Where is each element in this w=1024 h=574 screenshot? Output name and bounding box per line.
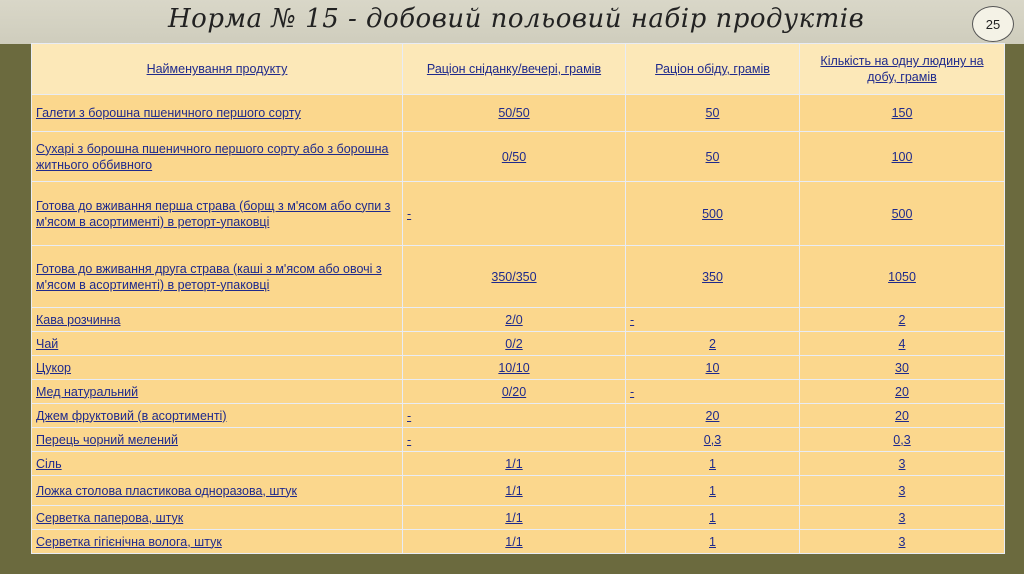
breakfast-value-cell[interactable]: -: [403, 182, 626, 246]
daily-total-cell[interactable]: 3: [800, 506, 1005, 530]
header-daily-total[interactable]: Кількість на одну людину на добу, грамів: [800, 44, 1005, 95]
lunch-value-cell[interactable]: 1: [626, 452, 800, 476]
table-row: [32, 332, 1005, 356]
product-name-cell[interactable]: Галети з борошна пшеничного першого сорту: [32, 95, 403, 132]
table-row: [32, 506, 1005, 530]
table-row: [32, 452, 1005, 476]
product-name-cell[interactable]: Сухарі з борошна пшеничного першого сорту або з борошна житнього оббивного: [32, 132, 403, 182]
table-row: [32, 95, 1005, 132]
product-name-cell[interactable]: Перець чорний мелений: [32, 428, 403, 452]
daily-total-cell[interactable]: 500: [800, 182, 1005, 246]
daily-total-cell[interactable]: 2: [800, 308, 1005, 332]
breakfast-value-cell[interactable]: -: [403, 428, 626, 452]
lunch-value-cell[interactable]: 1: [626, 506, 800, 530]
breakfast-value-cell[interactable]: 50/50: [403, 95, 626, 132]
daily-total-cell[interactable]: 3: [800, 476, 1005, 506]
title-bar: [0, 0, 1024, 44]
lunch-value-cell[interactable]: 500: [626, 182, 800, 246]
header-product-name[interactable]: Найменування продукту: [32, 44, 403, 95]
breakfast-value-cell[interactable]: 10/10: [403, 356, 626, 380]
lunch-value-cell[interactable]: 20: [626, 404, 800, 428]
breakfast-value-cell[interactable]: 1/1: [403, 452, 626, 476]
header-breakfast-ration[interactable]: Раціон сніданку/вечері, грамів: [403, 44, 626, 95]
breakfast-value-cell[interactable]: 350/350: [403, 246, 626, 308]
lunch-value-cell[interactable]: -: [626, 380, 800, 404]
table-body: [32, 95, 1005, 554]
lunch-value-cell[interactable]: 2: [626, 332, 800, 356]
table-row: [32, 428, 1005, 452]
lunch-value-cell[interactable]: 1: [626, 530, 800, 554]
lunch-value-cell[interactable]: 50: [626, 132, 800, 182]
table-row: [32, 530, 1005, 554]
lunch-value-cell[interactable]: 50: [626, 95, 800, 132]
breakfast-value-cell[interactable]: 0/20: [403, 380, 626, 404]
breakfast-value-cell[interactable]: 0/2: [403, 332, 626, 356]
lunch-value-cell[interactable]: 10: [626, 356, 800, 380]
table-row: [32, 404, 1005, 428]
lunch-value-cell[interactable]: 0,3: [626, 428, 800, 452]
breakfast-value-cell[interactable]: 1/1: [403, 506, 626, 530]
daily-total-cell[interactable]: 20: [800, 380, 1005, 404]
product-name-cell[interactable]: Цукор: [32, 356, 403, 380]
breakfast-value-cell[interactable]: 2/0: [403, 308, 626, 332]
product-name-cell[interactable]: Сіль: [32, 452, 403, 476]
table-header-row: [32, 44, 1005, 95]
product-name-cell[interactable]: Ложка столова пластикова одноразова, штук: [32, 476, 403, 506]
daily-total-cell[interactable]: 150: [800, 95, 1005, 132]
product-name-cell[interactable]: Кава розчинна: [32, 308, 403, 332]
table-row: [32, 476, 1005, 506]
products-table: [31, 43, 1005, 554]
product-name-cell[interactable]: Джем фруктовий (в асортименті): [32, 404, 403, 428]
daily-total-cell[interactable]: 3: [800, 452, 1005, 476]
daily-total-cell[interactable]: 1050: [800, 246, 1005, 308]
table-row: [32, 246, 1005, 308]
table-row: [32, 308, 1005, 332]
table-row: [32, 132, 1005, 182]
lunch-value-cell[interactable]: 1: [626, 476, 800, 506]
product-name-cell[interactable]: Серветка гігієнічна волога, штук: [32, 530, 403, 554]
product-name-cell[interactable]: Готова до вживання друга страва (каші з м'ясом або овочі з м'ясом в асортименті) в реторт-упаковці: [32, 246, 403, 308]
table-row: [32, 380, 1005, 404]
product-name-cell[interactable]: Готова до вживання перша страва (борщ з м'ясом або супи з м'ясом в асортименті) в реторт-упаковці: [32, 182, 403, 246]
daily-total-cell[interactable]: 0,3: [800, 428, 1005, 452]
daily-total-cell[interactable]: 100: [800, 132, 1005, 182]
header-lunch-ration[interactable]: Раціон обіду, грамів: [626, 44, 800, 95]
table-row: [32, 182, 1005, 246]
breakfast-value-cell[interactable]: 1/1: [403, 476, 626, 506]
page-number-badge: 25: [972, 6, 1014, 42]
daily-total-cell[interactable]: 20: [800, 404, 1005, 428]
breakfast-value-cell[interactable]: 1/1: [403, 530, 626, 554]
daily-total-cell[interactable]: 3: [800, 530, 1005, 554]
table-row: [32, 356, 1005, 380]
product-name-cell[interactable]: Чай: [32, 332, 403, 356]
daily-total-cell[interactable]: 4: [800, 332, 1005, 356]
breakfast-value-cell[interactable]: -: [403, 404, 626, 428]
daily-total-cell[interactable]: 30: [800, 356, 1005, 380]
product-name-cell[interactable]: Серветка паперова, штук: [32, 506, 403, 530]
product-name-cell[interactable]: Мед натуральний: [32, 380, 403, 404]
lunch-value-cell[interactable]: -: [626, 308, 800, 332]
lunch-value-cell[interactable]: 350: [626, 246, 800, 308]
slide-title: Норма № 15 - добовий польовий набір продуктів: [168, 4, 865, 34]
breakfast-value-cell[interactable]: 0/50: [403, 132, 626, 182]
